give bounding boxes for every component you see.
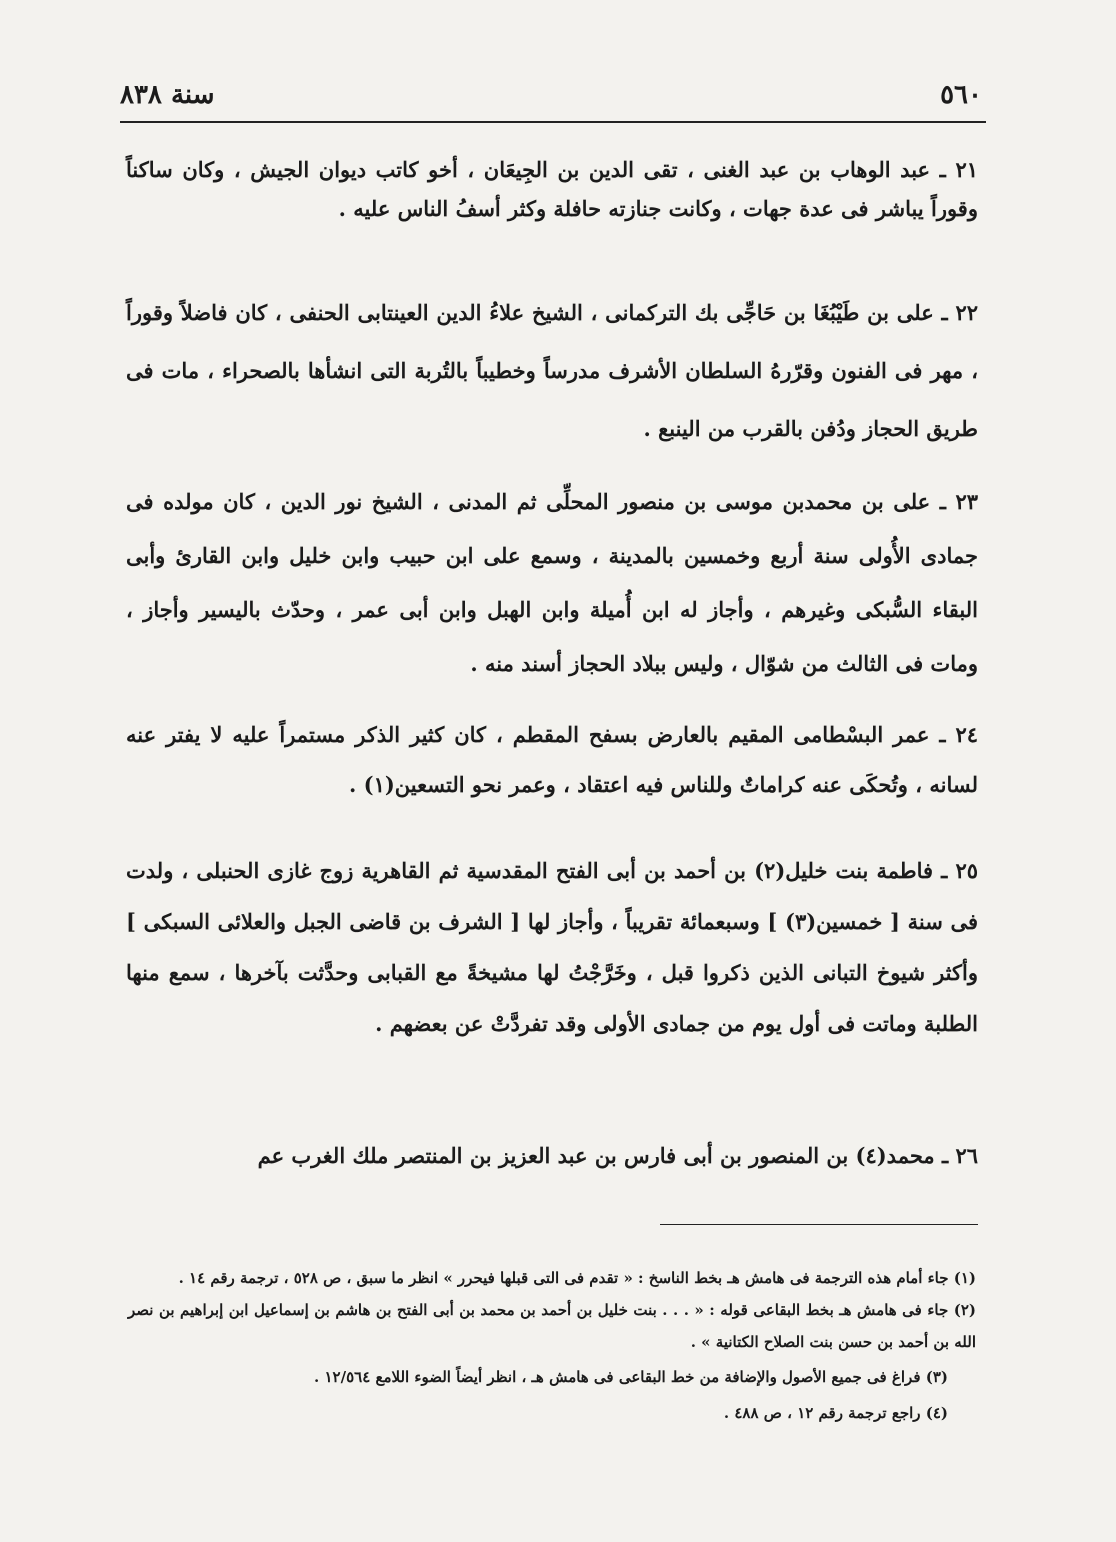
- footnote-3: (٣) فراغ فى جميع الأصول والإضافة من خط البقاعى فى هامش هـ ، انظر أيضاً الضوء اللامع ١٢/٥٦٤ .: [314, 1368, 948, 1386]
- entry-21: ٢١ ـ عبد الوهاب بن عبد الغنى ، تقى الدين بن الجِيعَان ، أخو كاتب ديوان الجيش ، وكان ساكناً وقوراً يباشر فى عدة جهات ، وكانت جنازته حافلة وكثر أسفُ الناس عليه .: [126, 157, 978, 221]
- entry-24: ٢٤ ـ عمر البسْطامى المقيم بالعارض بسفح المقطم ، كان كثير الذكر مستمراً عليه لا يفتر عنه لسانه ، وتُحكَى عنه كراماتٌ وللناس فيه اعتقاد ، وعمر نحو التسعين(١) .: [126, 722, 978, 797]
- header-rule: [120, 121, 986, 123]
- footnote-2: (٢) جاء فى هامش هـ بخط البقاعى قوله : « . . . بنت خليل بن أحمد بن محمد بن أبى الفتح بن هاشم بن إسماعيل ابن إبراهيم بن نصر الله بن أحمد بن حسن بنت الصلاح الكتانية » .: [128, 1301, 976, 1351]
- running-head-year: سنة ٨٣٨: [120, 80, 215, 110]
- page-header: [120, 78, 982, 118]
- page-number: ٥٦٠: [940, 80, 982, 110]
- entry-26: ٢٦ ـ محمد(٤) بن المنصور بن أبى فارس بن عبد العزيز بن المنتصر ملك الغرب عم: [257, 1143, 978, 1168]
- footnote-1: (١) جاء أمام هذه الترجمة فى هامش هـ بخط الناسخ : « تقدم فى التى قبلها فيحرر » انظر ما سبق ، ص ٥٢٨ ، ترجمة رقم ١٤ .: [178, 1269, 976, 1287]
- entry-22: ٢٢ ـ على بن طَيْبُغَا بن حَاجِّى بك التركمانى ، الشيخ علاءُ الدين العينتابى الحنفى ، كان فاضلاً وقوراً ، مهر فى الفنون وقرّرهُ السلطان الأشرف مدرساً وخطيباً بالتُربة التى انشأها بالصحراء ، مات فى طريق الحجاز ودُفن بالقرب من الينبع .: [126, 300, 978, 441]
- footnote-rule: [660, 1224, 978, 1225]
- entry-23: ٢٣ ـ على بن محمدبن موسى بن منصور المحلِّى ثم المدنى ، الشيخ نور الدين ، كان مولده فى جمادى الأُولى سنة أربع وخمسين بالمدينة ، وسمع على ابن حبيب وابن خليل وابن القارئ وأبى البقاء السُّبكى وغيرهم ، وأجاز له ابن أُميلة وابن الهبل وابن أبى عمر ، وحدّث باليسير وأجاز ، ومات فى الثالث من شوّال ، وليس ببلاد الحجاز أسند منه .: [126, 489, 978, 676]
- footnote-4: (٤) راجع ترجمة رقم ١٢ ، ص ٤٨٨ .: [723, 1404, 948, 1422]
- entry-25: ٢٥ ـ فاطمة بنت خليل(٢) بن أحمد بن أبى الفتح المقدسية ثم القاهرية زوج غازى الحنبلى ، ولدت فى سنة [ خمسين(٣) ] وسبعمائة تقريباً ، وأجاز لها [ الشرف بن قاضى الجبل والعلائى السبكى ] وأكثر شيوخ التبانى الذين ذكروا قبل ، وخَرَّجْتُ لها مشيخةً مع القبابى وحدَّثت بآخرها ، سمع منها الطلبة وماتت فى أول يوم من جمادى الأولى وقد تفردَّتْ عن بعضهم .: [126, 858, 978, 1036]
